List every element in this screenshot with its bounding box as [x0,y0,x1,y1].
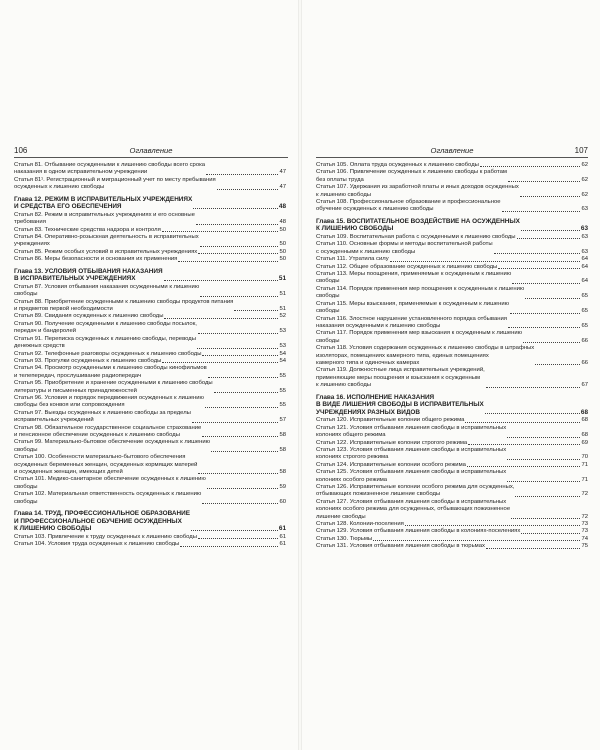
toc-page-number: 63 [581,234,588,241]
right-running-header [316,146,588,158]
dot-leader [200,246,279,247]
toc-entry [316,199,588,214]
toc-page-number: 50 [279,226,286,233]
dot-leader [521,533,580,534]
toc-entry [316,264,588,271]
toc-page-number: 50 [279,241,286,248]
toc-chapter-heading [14,268,286,283]
toc-page-number: 62 [581,191,588,198]
toc-entry [316,345,588,367]
toc-page-number: 58 [279,446,286,453]
toc-page-number: 50 [279,256,286,263]
dot-leader [198,473,278,474]
toc-entry [316,499,588,521]
dot-leader [202,503,278,504]
toc-entry [14,177,286,192]
toc-entry [14,541,286,548]
dot-leader [511,518,580,519]
toc-entry-title: Статья 86. Меры безопасности и основания их применения [14,256,178,263]
toc-entry-title: Статья 95. Приобретение и хранение осужденными к лишению свободы литературы и письменных принадлежностей [14,380,213,394]
dot-leader [200,296,278,297]
toc-page-number: 63 [580,225,588,233]
toc-chapter-heading [316,218,588,233]
toc-entry-title: Статья 101. Медико-санитарное обеспечение осужденных к лишению свободы [14,476,206,490]
toc-page-number: 54 [279,357,286,364]
dot-leader [211,451,278,452]
toc-page-number: 47 [279,184,286,191]
toc-page-number: 72 [581,513,588,520]
toc-page-number: 53 [279,328,286,335]
dot-leader [494,253,581,254]
dot-leader [202,436,278,437]
toc-entry-title: Статья 130. Тюрьмы [316,535,373,542]
dot-leader [485,413,580,414]
toc-entry [316,536,588,543]
toc-entry [14,321,286,336]
left-page-number: 106 [14,146,28,155]
right-running-title: Оглавление [430,146,474,155]
toc-page-number: 71 [581,476,588,483]
toc-entry [316,241,588,256]
toc-entry [316,367,588,389]
dot-leader [164,280,278,281]
toc-page-number: 58 [279,469,286,475]
toc-entry-title: Статья 82. Режим в исправительных учреждениях и его основные требования [14,211,195,226]
toc-page-number: 62 [581,176,588,183]
toc-entry-title: Статья 106. Привлечение осужденных к лишению свободы к работам без оплаты труда [316,169,507,183]
toc-page-number: 55 [279,387,286,394]
toc-entry-title: Статья 122. Исправительные колонии строгого режима [316,439,468,446]
toc-page-number: 58 [279,431,286,438]
toc-page-number: 66 [581,337,588,344]
dot-leader [515,496,580,497]
toc-page-number: 65 [581,293,588,300]
dot-leader [178,261,278,262]
dot-leader [198,253,278,254]
dot-leader [486,387,581,388]
toc-entry [14,410,286,425]
toc-page-number: 65 [581,308,588,315]
toc-page-number: 73 [581,521,588,528]
dot-leader [508,181,580,182]
toc-page-number: 60 [279,498,286,505]
toc-page-number: 74 [581,535,588,542]
dot-leader [507,437,580,438]
dot-leader [373,540,580,541]
dot-leader [192,422,279,423]
toc-page-number: 67 [581,382,588,389]
toc-page-number: 53 [279,343,286,350]
toc-entry [14,299,286,314]
toc-page-number: 48 [279,219,286,226]
toc-entry-title: Статья 81. Отбывание осужденными к лишению свободы всего срока наказания в одном исправительном учреждении [14,162,206,176]
toc-entry-title: Статья 117. Порядок применения мер взыскания к осужденным к лишению свободы [316,330,523,344]
toc-chapter-heading [14,196,286,211]
dot-leader [234,310,278,311]
toc-page-number: 68 [581,417,588,424]
toc-page-number: 70 [581,454,588,461]
dot-leader [523,342,580,343]
toc-page-number: 64 [581,278,588,285]
toc-page-number: 61 [279,541,286,548]
toc-page-number: 63 [581,206,588,213]
toc-page-number: 72 [581,491,588,498]
toc-page-number: 50 [279,248,286,255]
toc-page-number: 51 [279,306,286,313]
toc-page-number: 65 [581,322,588,329]
toc-entry [14,351,286,358]
toc-page-number: 55 [279,402,286,409]
right-toc [316,162,588,551]
toc-entry [14,212,286,227]
left-running-title: Оглавление [129,146,173,155]
toc-entry-title: Статья 119. Должностные лица исправительных учреждений, применяющие меры поощрения и взыскания к осужденным к лишению свободы [316,367,485,389]
dot-leader [206,174,278,175]
toc-entry [316,417,588,424]
toc-entry-title: Статья 123. Условия отбывания лишения свободы в исправительных колониях строгого режима [316,446,507,461]
dot-leader [510,313,580,314]
toc-chapter-title: Глава 15. ВОСПИТАТЕЛЬНОЕ ВОЗДЕЙСТВИЕ НА ОСУЖДЕННЫХ К ЛИШЕНИЮ СВОБОДЫ [316,217,520,233]
toc-entry-title: Статья 88. Приобретение осужденными к лишению свободы продуктов питания и предметов первой необходимости [14,298,234,313]
dot-leader [198,538,278,539]
toc-chapter-heading [14,510,286,533]
toc-page-number: 52 [279,313,286,320]
toc-entry-title: Статья 111. Утратила силу [316,256,389,263]
toc-page-number: 64 [581,263,588,270]
toc-entry-title: Статья 100. Особенности материально-бытового обеспечения осужденных беременных женщин, осужденных кормящих матерей и осужденных женщин, имеющих детей [14,454,198,475]
toc-entry-title: Статья 96. Условия и порядок передвижения осужденных к лишению свободы без конвоя или сопровождения [14,394,204,409]
dot-leader [520,196,581,197]
toc-entry-title: Статья 121. Условия отбывания лишения свободы в исправительных колониях общего режима [316,424,507,439]
toc-entry-title: Статья 108. Профессиональное образование и профессиональное обучение осужденных к лишению свободы [316,199,501,213]
toc-entry [316,528,588,535]
toc-page-number: 71 [581,461,588,468]
toc-page-number: 51 [278,275,286,283]
toc-entry-title: Статья 129. Условия отбывания лишения свободы в колониях-поселениях [316,528,521,535]
toc-entry [316,440,588,447]
dot-leader [197,348,278,349]
toc-entry-title: Статья 102. Материальная ответственность осужденных к лишению свободы [14,491,202,505]
left-toc [14,162,286,549]
toc-entry [316,162,588,169]
toc-entry-title: Статья 103. Привлечение к труду осужденных к лишению свободы [14,533,197,540]
toc-page-number: 55 [279,372,286,379]
left-running-header [14,146,288,158]
dot-leader [191,530,278,531]
toc-entry [14,336,286,351]
dot-leader [512,283,580,284]
dot-leader [217,189,279,190]
dot-leader [508,327,580,328]
toc-page-number: 61 [278,525,286,533]
toc-entry [316,484,588,499]
toc-entry-title: Статья 91. Переписка осужденных к лишению свободы, переводы денежных средств [14,335,196,350]
toc-entry [14,358,286,365]
toc-entry-title: Статья 85. Режим особых условий в исправительных учреждениях [14,248,198,255]
toc-entry-title: Статья 104. Условия труда осужденных к лишению свободы [14,541,180,548]
dot-leader [467,466,581,467]
toc-entry-title: Статья 94. Просмотр осужденными к лишению свободы кинофильмов и телепередач, прослушивание радиопередач [14,365,207,379]
toc-chapter-heading [316,394,588,417]
toc-entry-title: Статья 128. Колонии-поселения [316,521,404,528]
dot-leader [502,211,581,212]
toc-entry-title: Статья 131. Условия отбывания лишения свободы в тюрьмах [316,543,485,550]
dot-leader [162,231,279,232]
toc-entry [14,380,286,395]
toc-page-number: 57 [279,417,286,424]
dot-leader [480,166,581,167]
toc-page-number: 69 [581,439,588,446]
toc-entry [316,286,588,301]
toc-entry [14,425,286,440]
toc-entry [316,425,588,440]
toc-chapter-title: Глава 13. УСЛОВИЯ ОТБЫВАНИЯ НАКАЗАНИЯ В ИСПРАВИТЕЛЬНЫХ УЧРЕЖДЕНИЯХ [14,267,163,283]
toc-page-number: 73 [581,528,588,535]
toc-entry [316,256,588,263]
toc-entry [14,313,286,320]
toc-entry [14,227,286,234]
toc-entry-title: Статья 92. Телефонные разговоры осужденных к лишению свободы [14,350,202,357]
toc-entry-title: Статья 84. Оперативно-розыскная деятельность в исправительных учреждениях [14,234,199,248]
toc-entry [316,169,588,184]
toc-entry [14,534,286,541]
toc-entry-title: Статья 124. Исправительные колонии особого режима [316,461,466,468]
toc-entry-title: Статья 127. Условия отбывания лишения свободы в исправительных колониях особого режима для осужденных, отбывающих пожизненное лишение свободы [316,498,511,520]
right-page [300,0,600,750]
toc-entry [14,249,286,256]
dot-leader [525,298,580,299]
toc-entry-title: Статья 125. Условия отбывания лишения свободы в исправительных колониях особого режима [316,469,507,483]
toc-entry [14,439,286,454]
toc-entry-title: Статья 116. Злостное нарушение установленного порядка отбывания наказания осужденными к лишению свободы [316,315,507,329]
toc-chapter-title: Глава 14. ТРУД, ПРОФЕССИОНАЛЬНОЕ ОБРАЗОВАНИЕ И ПРОФЕССИОНАЛЬНОЕ ОБУЧЕНИЕ ОСУЖДЕННЫХ К ЛИШЕНИЮ СВОБОДЫ [14,510,191,533]
toc-entry-title: Статья 110. Основные формы и методы воспитательной работы с осужденными к лишению свободы [316,241,493,255]
dot-leader [507,481,580,482]
toc-entry [14,454,286,476]
toc-entry-title: Статья 93. Прогулки осужденных к лишению свободы [14,357,162,364]
toc-entry [316,330,588,345]
toc-entry-title: Статья 112. Общее образование осужденных к лишению свободы [316,263,498,270]
toc-entry-title: Статья 98. Обязательное государственное социальное страхование и пенсионное обеспечение осужденных к лишению свободы [14,424,202,438]
toc-entry-title: Статья 89. Свидания осужденных к лишению свободы [14,313,164,320]
toc-page-number: 62 [581,162,588,168]
dot-leader [521,230,580,231]
toc-entry-title: Статья 114. Порядок применения мер поощрения к осужденным к лишению свободы [316,285,525,300]
toc-entry-title: Статья 109. Воспитательная работа с осужденными к лишению свободы [316,234,516,241]
toc-page-number: 68 [580,408,588,416]
dot-leader [390,261,581,262]
toc-page-number: 63 [581,248,588,255]
toc-page-number: 68 [581,432,588,439]
toc-entry [14,234,286,249]
right-page-number: 107 [574,146,588,155]
dot-leader [180,546,278,547]
toc-entry [14,395,286,410]
toc-page-number: 54 [279,350,286,357]
dot-leader [214,392,279,393]
toc-entry-title: Статья 87. Условия отбывания наказания осужденными к лишению свободы [14,283,200,298]
dot-leader [208,377,279,378]
toc-entry [14,476,286,491]
toc-entry-title: Статья 90. Получение осужденными к лишению свободы посылок, передач и бандеролей [14,320,197,335]
dot-leader [162,362,278,363]
dot-leader [498,268,580,269]
dot-leader [196,224,278,225]
dot-leader [535,364,580,365]
toc-page-number: 59 [279,483,286,490]
toc-entry-title: Статья 105. Оплата труда осужденных к лишению свободы [316,162,479,168]
dot-leader [517,238,581,239]
toc-entry-title: Статья 97. Выезды осужденных к лишению свободы за пределы исправительных учреждений [14,409,191,424]
dot-leader [405,525,581,526]
toc-entry [316,462,588,469]
dot-leader [468,444,580,445]
toc-chapter-title: Глава 16. ИСПОЛНЕНИЕ НАКАЗАНИЯ В ВИДЕ ЛИШЕНИЯ СВОБОДЫ В ИСПРАВИТЕЛЬНЫХ УЧРЕЖДЕНИЯХ РАЗНЫХ ВИДОВ [316,393,484,416]
toc-entry-title: Статья 120. Исправительные колонии общего режима [316,417,465,424]
toc-entry [14,284,286,299]
dot-leader [193,208,278,209]
dot-leader [465,422,580,423]
toc-page-number: 48 [278,203,286,211]
dot-leader [198,333,279,334]
toc-entry-title: Статья 83. Технические средства надзора и контроля [14,226,161,233]
toc-entry [316,469,588,484]
toc-entry [14,491,286,506]
toc-entry-title: Статья 118. Условия содержания осужденных к лишению свободы в штрафных изоляторах, помещениях камерного типа, единых помещениях камерного типа и одиночных камерах [316,345,535,366]
toc-entry [316,543,588,550]
dot-leader [486,548,581,549]
toc-entry [14,365,286,380]
toc-page-number: 66 [581,359,588,366]
toc-entry-title: Статья 99. Материально-бытовое обеспечение осужденных к лишению свободы [14,439,211,453]
toc-entry [316,316,588,331]
dot-leader [507,459,580,460]
toc-page-number: 47 [279,169,286,176]
toc-entry-title: Статья 126. Исправительные колонии особого режима для осужденных, отбывающих пожизненное лишение свободы [316,484,515,498]
toc-page-number: 61 [279,533,286,540]
toc-page-number: 64 [581,256,588,263]
toc-entry-title: Статья 81¹. Регистрационный и миграционный учет по месту пребывания осужденных к лишению свободы [14,176,216,191]
toc-entry [316,271,588,286]
dot-leader [207,488,279,489]
toc-entry-title: Статья 113. Меры поощрения, применяемые к осужденным к лишению свободы [316,271,512,285]
toc-entry [316,447,588,462]
dot-leader [164,318,278,319]
toc-entry-title: Статья 115. Меры взыскания, применяемые к осужденным к лишению свободы [316,300,510,315]
toc-entry [316,521,588,528]
dot-leader [202,355,278,356]
toc-entry [14,256,286,263]
toc-entry [316,301,588,316]
toc-entry [316,184,588,199]
toc-entry-title: Статья 107. Удержания из заработной платы и иных доходов осужденных к лишению свободы [316,184,519,198]
toc-chapter-title: Глава 12. РЕЖИМ В ИСПРАВИТЕЛЬНЫХ УЧРЕЖДЕНИЯХ И СРЕДСТВА ЕГО ОБЕСПЕЧЕНИЯ [14,195,193,211]
dot-leader [205,407,279,408]
toc-entry [14,162,286,177]
toc-page-number: 75 [581,543,588,550]
toc-page-number: 51 [279,291,286,298]
